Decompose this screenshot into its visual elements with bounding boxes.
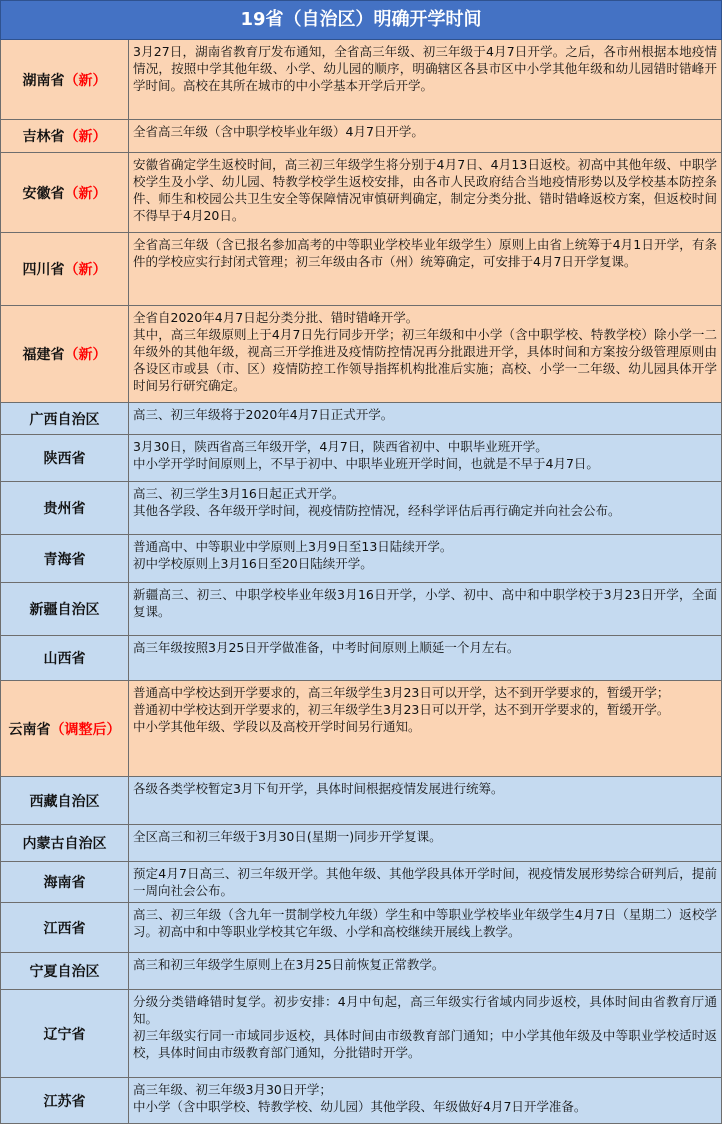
table-row <box>0 681 722 777</box>
details-text: 普通高中、中等职业中学原则上3月9日至13日陆续开学。 <box>133 539 453 554</box>
details-text: 高三、初三年级（含九年一贯制学校九年级）学生和中等职业学校毕业年级学生4月7日（星期二）返校学习。初高中和中等职业学校其它年级、小学和高校继续开展线上教学。 <box>133 907 717 939</box>
province-name: 西藏自治区 <box>29 793 100 810</box>
table-row <box>0 636 722 681</box>
details-text: 分级分类错峰错时复学。初步安排：4月中旬起，高三年级实行省域内同步返校，具体时间由省教育厅通知。 <box>133 994 717 1026</box>
province-name: 广西自治区 <box>29 411 100 428</box>
table-row <box>0 862 722 903</box>
details-cell <box>129 1078 722 1124</box>
details-text: 3月27日，湖南省教育厅发布通知，全省高三年级、初三年级于4月7日开学。之后，各市州根据本地疫情情况，按照中学其他年级、小学、幼儿园的顺序，明确辖区各县市区中小学其他年级和幼儿园错时错峰开学时间。高校在其所在城市的中小学基本开学后开学。 <box>133 44 717 93</box>
table-row <box>0 583 722 636</box>
details-cell <box>129 903 722 953</box>
province-cell <box>0 1078 129 1124</box>
province-name: 内蒙古自治区 <box>22 836 107 852</box>
province-cell <box>0 777 129 825</box>
details-text: 预定4月7日高三、初三年级开学。其他年级、其他学段具体开学时间，视疫情发展形势综合研判后，提前一周向社会公布。 <box>133 866 717 898</box>
province-cell <box>0 403 129 435</box>
province-cell <box>0 482 129 535</box>
details-cell <box>129 435 722 482</box>
details-cell <box>129 40 722 120</box>
details-cell <box>129 535 722 583</box>
province-name: 福建省 <box>22 347 65 363</box>
table-row <box>0 990 722 1078</box>
province-cell <box>0 435 129 482</box>
table-row <box>0 435 722 482</box>
details-cell <box>129 403 722 435</box>
details-text: 初三年级实行同一市域同步返校，具体时间由市级教育部门通知；中小学其他年级及中等职业学校适时返校，具体时间由市级教育部门通知，分批错时开学。 <box>133 1028 717 1060</box>
province-cell <box>0 535 129 583</box>
province-cell <box>0 120 129 153</box>
province-name: 四川省 <box>22 262 65 278</box>
province-cell <box>0 153 129 233</box>
details-text: 其他各学段、各年级开学时间，视疫情防控情况，经科学评估后再行确定并向社会公布。 <box>133 503 621 518</box>
details-text: 3月30日，陕西省高三年级开学，4月7日，陕西省初中、中职毕业班开学。 <box>133 439 548 454</box>
details-cell <box>129 153 722 233</box>
details-text: 高三和初三年级学生原则上在3月25日前恢复正常教学。 <box>133 957 445 972</box>
status-tag: （新） <box>64 347 107 363</box>
table-row <box>0 120 722 153</box>
province-cell <box>0 636 129 681</box>
province-cell <box>0 233 129 306</box>
details-cell <box>129 990 722 1078</box>
table-title: 19省（自治区）明确开学时间 <box>0 0 722 40</box>
details-text: 普通初中学校达到开学要求的，初三年级学生3月23日可以开学，达不到开学要求的，暂缓开学。 <box>133 702 670 717</box>
details-cell <box>129 825 722 862</box>
details-cell <box>129 583 722 636</box>
details-cell <box>129 953 722 990</box>
details-text: 安徽省确定学生返校时间，高三初三年级学生将分别于4月7日、4月13日返校。初高中其他年级、中职学校学生及小学、幼儿园、特教学校学生返校安排，由各市人民政府结合当地疫情形势以及学校基本防控条件、师生和校园公共卫生安全等保障情况审慎研判确定，制定分类分批、错时错峰返校方案，但返校时间不得早于4月20日。 <box>133 157 717 223</box>
table-row <box>0 1078 722 1124</box>
province-name: 江苏省 <box>43 1093 86 1110</box>
province-name: 新疆自治区 <box>29 602 100 618</box>
province-name: 宁夏自治区 <box>29 964 100 980</box>
province-name: 海南省 <box>43 875 86 891</box>
details-cell <box>129 482 722 535</box>
details-text: 各级各类学校暂定3月下旬开学，具体时间根据疫情发展进行统筹。 <box>133 781 504 796</box>
table-row <box>0 825 722 862</box>
province-cell <box>0 40 129 120</box>
table-row <box>0 953 722 990</box>
details-text: 全省自2020年4月7日起分类分批、错时错峰开学。 <box>133 310 419 325</box>
details-text: 高三、初三年级将于2020年4月7日正式开学。 <box>133 407 394 422</box>
province-name: 安徽省 <box>22 185 65 202</box>
table-row <box>0 153 722 233</box>
details-cell <box>129 862 722 903</box>
details-cell <box>129 120 722 153</box>
details-text: 全区高三和初三年级于3月30日(星期一)同步开学复课。 <box>133 829 442 844</box>
province-cell <box>0 953 129 990</box>
table-row <box>0 306 722 403</box>
details-text: 初中学校原则上3月16日至20日陆续开学。 <box>133 556 373 571</box>
table-row <box>0 535 722 583</box>
status-tag: （新） <box>64 262 107 278</box>
province-cell <box>0 990 129 1078</box>
table-row <box>0 233 722 306</box>
details-text: 新疆高三、初三、中职学校毕业年级3月16日开学，小学、初中、高中和中职学校于3月23日开学，全面复课。 <box>133 587 717 619</box>
province-name: 云南省 <box>8 721 51 738</box>
status-tag: （新） <box>64 129 107 145</box>
table-row <box>0 777 722 825</box>
status-tag: （新） <box>64 185 107 202</box>
status-tag: （调整后） <box>50 721 121 738</box>
table-row <box>0 403 722 435</box>
details-text: 中小学其他年级、学段以及高校开学时间另行通知。 <box>133 719 421 734</box>
details-text: 高三、初三学生3月16日起正式开学。 <box>133 486 345 501</box>
province-name: 山西省 <box>43 651 86 667</box>
province-name: 湖南省 <box>22 72 65 89</box>
province-cell <box>0 681 129 777</box>
details-text: 全省高三年级（含已报名参加高考的中等职业学校毕业年级学生）原则上由省上统筹于4月1日开学，有条件的学校应实行封闭式管理；初三年级由各市（州）统筹确定，可安排于4月7日开学复课。 <box>133 237 717 269</box>
province-name: 吉林省 <box>22 129 65 145</box>
details-cell <box>129 636 722 681</box>
details-cell <box>129 233 722 306</box>
details-cell <box>129 777 722 825</box>
province-cell <box>0 903 129 953</box>
table-row <box>0 482 722 535</box>
details-text: 中小学开学时间原则上，不早于初中、中职毕业班开学时间，也就是不早于4月7日。 <box>133 456 599 471</box>
province-cell <box>0 583 129 636</box>
details-text: 普通高中学校达到开学要求的，高三年级学生3月23日可以开学，达不到开学要求的，暂缓开学； <box>133 685 670 700</box>
details-text: 中小学（含中职学校、特教学校、幼儿园）其他学段、年级做好4月7日开学准备。 <box>133 1099 587 1114</box>
province-name: 辽宁省 <box>43 1026 86 1043</box>
province-name: 陕西省 <box>43 451 86 467</box>
province-name: 贵州省 <box>43 501 86 517</box>
province-cell <box>0 306 129 403</box>
province-name: 江西省 <box>43 920 86 937</box>
details-cell <box>129 306 722 403</box>
status-tag: （新） <box>64 72 107 89</box>
details-text: 高三年级、初三年级3月30日开学； <box>133 1082 332 1097</box>
details-text: 其中，高三年级原则上于4月7日先行同步开学；初三年级和中小学（含中职学校、特教学校）除小学一二年级外的其他年级，视高三开学推进及疫情防控情况再分批跟进开学，具体时间和方案按分级管理原则由各设区市或县（市、区）疫情防控工作领导指挥机构批准后实施；高校、小学一二年级、幼儿园具体开学时间另行研究确定。 <box>133 327 717 393</box>
table-row <box>0 40 722 120</box>
province-cell <box>0 825 129 862</box>
province-cell <box>0 862 129 903</box>
details-cell <box>129 681 722 777</box>
details-text: 全省高三年级（含中职学校毕业年级）4月7日开学。 <box>133 124 424 139</box>
details-text: 高三年级按照3月25日开学做准备，中考时间原则上顺延一个月左右。 <box>133 640 520 655</box>
table-row <box>0 903 722 953</box>
province-name: 青海省 <box>43 551 86 568</box>
